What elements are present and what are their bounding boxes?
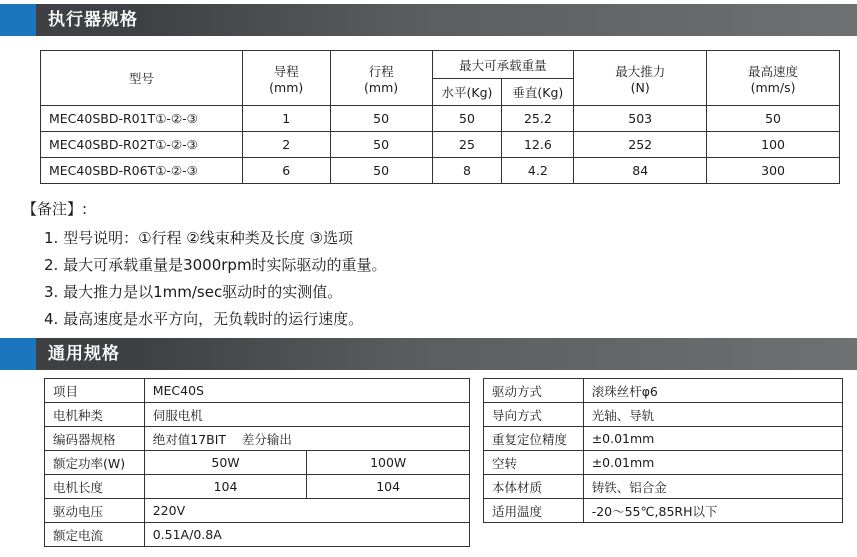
- table-row: [45, 451, 470, 475]
- value-drive: 滚珠丝杆φ6: [583, 379, 842, 403]
- table-row: [41, 106, 840, 132]
- cell-thrust: 84: [574, 158, 707, 184]
- label-voltage: 驱动电压: [45, 499, 145, 523]
- label-motor-length: 电机长度: [45, 475, 145, 499]
- cell-model: MEC40SBD-R02T①-②-③: [41, 132, 243, 158]
- cell-payload-h: 8: [432, 158, 502, 184]
- note-item: 2. 最大可承载重量是3000rpm时实际驱动的重量。: [44, 256, 387, 274]
- cell-payload-v: 4.2: [502, 158, 574, 184]
- label-material: 本体材质: [484, 475, 584, 499]
- cell-stroke: 50: [330, 106, 432, 132]
- table-row: [484, 451, 843, 475]
- cell-speed: 300: [707, 158, 840, 184]
- section-banner-actuator: [0, 4, 857, 36]
- value-power-a: 50W: [144, 451, 307, 475]
- table-row: [45, 523, 470, 547]
- cell-model: MEC40SBD-R01T①-②-③: [41, 106, 243, 132]
- banner-accent: [6, 4, 36, 36]
- cell-payload-h: 50: [432, 106, 502, 132]
- value-temperature: -20～55℃,85RH以下: [583, 499, 842, 523]
- cell-payload-v: 12.6: [502, 132, 574, 158]
- cell-stroke: 50: [330, 158, 432, 184]
- banner-accent: [6, 338, 36, 370]
- cell-stroke: 50: [330, 132, 432, 158]
- table-row: [45, 379, 470, 403]
- cell-thrust: 252: [574, 132, 707, 158]
- cell-thrust: 503: [574, 106, 707, 132]
- header-model: 型号: [41, 51, 243, 106]
- value-length-a: 104: [144, 475, 307, 499]
- label-repeatability: 重复定位精度: [484, 427, 584, 451]
- value-power-b: 100W: [307, 451, 470, 475]
- value-repeatability: ±0.01mm: [583, 427, 842, 451]
- label-current: 额定电流: [45, 523, 145, 547]
- note-item: 1. 型号说明：①行程 ②线束种类及长度 ③选项: [44, 229, 353, 247]
- table-row: [45, 403, 470, 427]
- table-row: [41, 158, 840, 184]
- value-motor-type: 伺服电机: [144, 403, 469, 427]
- cell-payload-v: 25.2: [502, 106, 574, 132]
- header-lead: 导程 (mm): [242, 51, 330, 106]
- table-row: [484, 403, 843, 427]
- table-row: [45, 475, 470, 499]
- header-speed: 最高速度 (mm/s): [707, 51, 840, 106]
- header-payload-horizontal: 水平(Kg): [432, 79, 502, 106]
- label-item: 项目: [45, 379, 145, 403]
- note-item: 4. 最高速度是水平方向，无负载时的运行速度。: [44, 310, 364, 328]
- header-stroke: 行程 (mm): [330, 51, 432, 106]
- notes-heading: 【备注】:: [22, 200, 88, 218]
- label-motor-type: 电机种类: [45, 403, 145, 427]
- table-row: [45, 499, 470, 523]
- value-length-b: 104: [307, 475, 470, 499]
- general-spec-table-left: [44, 378, 470, 547]
- cell-model: MEC40SBD-R06T①-②-③: [41, 158, 243, 184]
- value-guide: 光轴、导轨: [583, 403, 842, 427]
- section-title-general: 通用规格: [48, 344, 120, 364]
- label-encoder: 编码器规格: [45, 427, 145, 451]
- table-row: [45, 427, 470, 451]
- header-payload: 最大可承载重量: [432, 51, 574, 79]
- note-item: 3. 最大推力是以1mm/sec驱动时的实测值。: [44, 283, 343, 301]
- label-temperature: 适用温度: [484, 499, 584, 523]
- header-thrust: 最大推力 (N): [574, 51, 707, 106]
- table-row: [484, 427, 843, 451]
- section-banner-general: [0, 338, 857, 370]
- section-title-actuator: 执行器规格: [48, 10, 138, 30]
- general-spec-table-right: [483, 378, 843, 523]
- label-power: 额定功率(W): [45, 451, 145, 475]
- actuator-spec-table: [40, 50, 840, 184]
- cell-lead: 2: [242, 132, 330, 158]
- value-item: MEC40S: [144, 379, 469, 403]
- cell-lead: 1: [242, 106, 330, 132]
- value-encoder: 绝对值17BIT 差分输出: [144, 427, 469, 451]
- table-row: [41, 132, 840, 158]
- value-voltage: 220V: [144, 499, 469, 523]
- cell-speed: 50: [707, 106, 840, 132]
- table-row: [484, 379, 843, 403]
- value-material: 铸铁、铝合金: [583, 475, 842, 499]
- header-payload-vertical: 垂直(Kg): [502, 79, 574, 106]
- label-guide: 导向方式: [484, 403, 584, 427]
- label-drive: 驱动方式: [484, 379, 584, 403]
- cell-payload-h: 25: [432, 132, 502, 158]
- cell-lead: 6: [242, 158, 330, 184]
- label-backlash: 空转: [484, 451, 584, 475]
- value-current: 0.51A/0.8A: [144, 523, 469, 547]
- table-row: [484, 499, 843, 523]
- cell-speed: 100: [707, 132, 840, 158]
- value-backlash: ±0.01mm: [583, 451, 842, 475]
- table-row: [484, 475, 843, 499]
